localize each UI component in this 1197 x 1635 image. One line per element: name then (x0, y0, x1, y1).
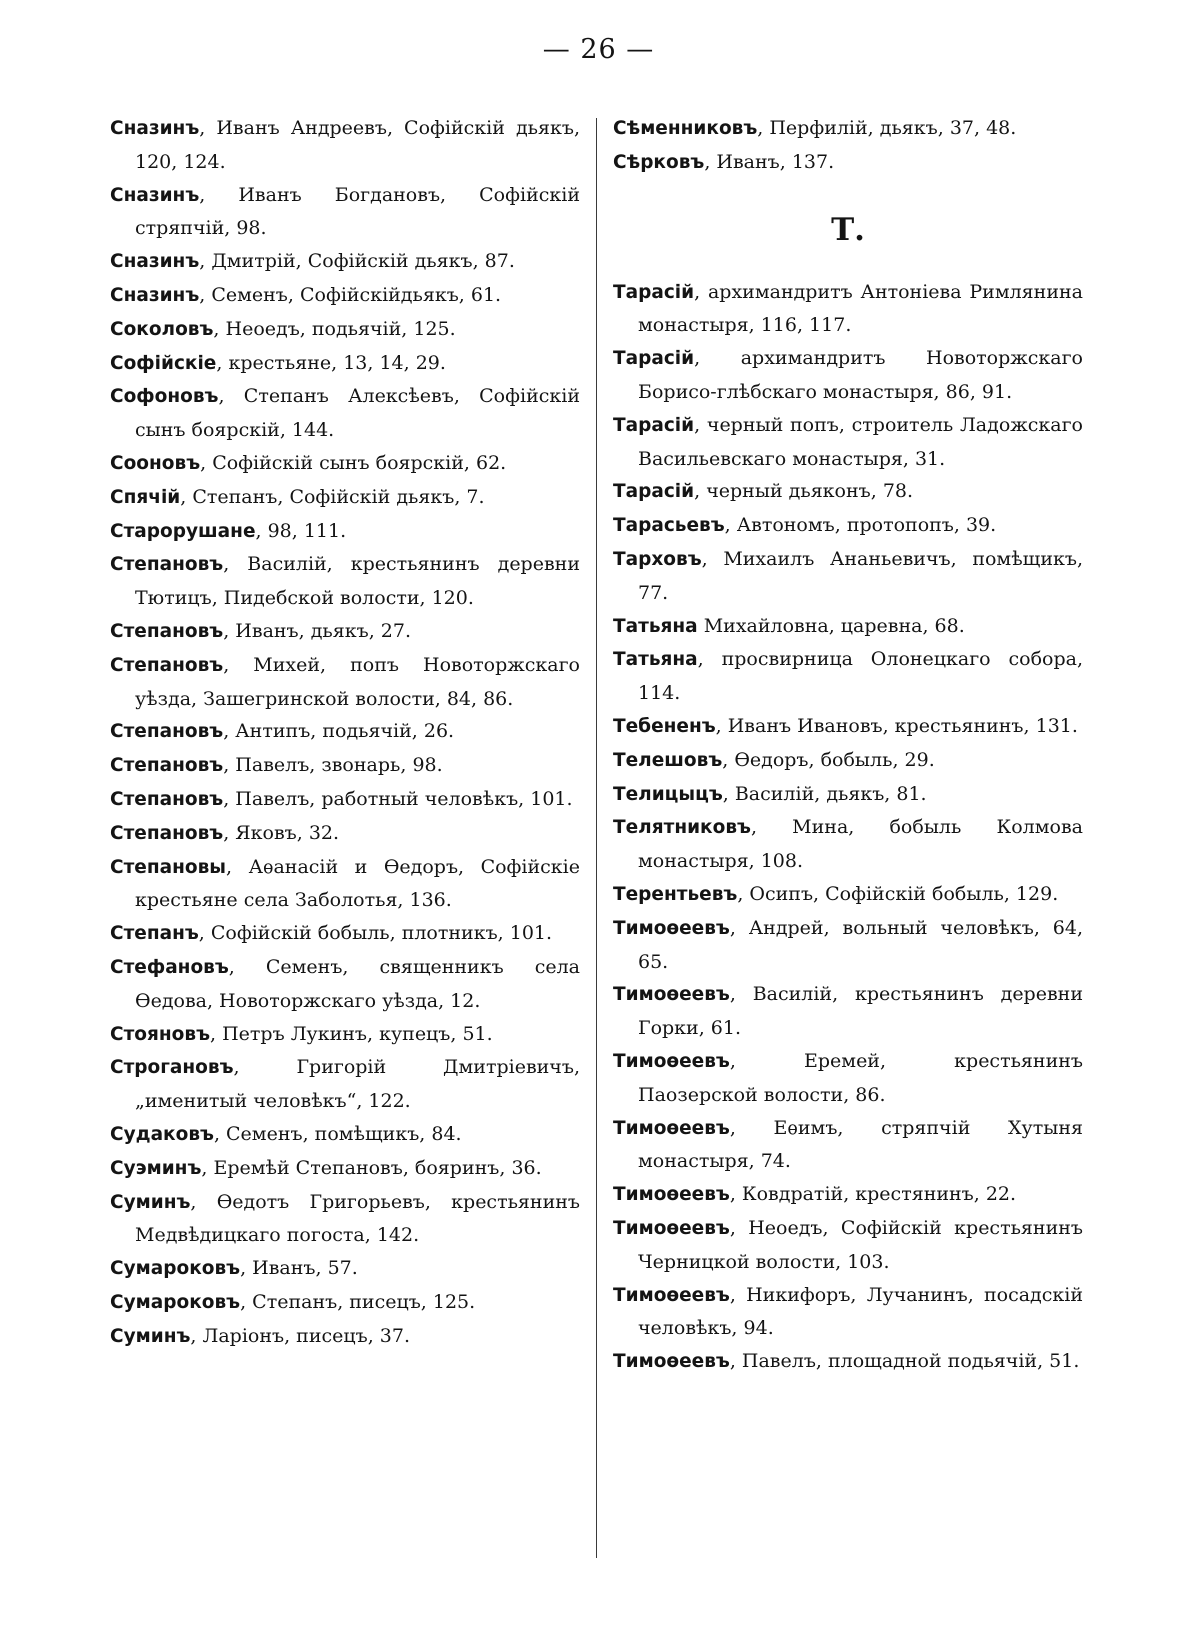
entry-name: Тарасій (613, 281, 695, 303)
right-column-entries (613, 276, 1083, 1379)
entry-text: , Еѳимъ, стряпчій Хутыня монастыря, 74. (638, 1116, 1083, 1173)
index-entry (110, 715, 580, 749)
index-entry (613, 710, 1083, 744)
index-entry (110, 749, 580, 783)
entry-text: , Семенъ, Софійскійдьякъ, 61. (199, 283, 502, 306)
index-entry (613, 978, 1083, 1045)
entry-name: Тимоѳеевъ (613, 1117, 730, 1139)
entry-name: Тарасій (613, 348, 695, 370)
entry-text: , Иванъ, 137. (704, 150, 835, 173)
entry-text: , Неоедъ, подьячій, 125. (213, 317, 456, 340)
index-entry (110, 1186, 580, 1253)
index-entry (613, 1112, 1083, 1179)
index-entry (613, 475, 1083, 509)
entry-name: Степанъ (110, 923, 199, 945)
index-entry (613, 1345, 1083, 1379)
entry-name: Телятниковъ (613, 817, 751, 839)
entry-text: , Иванъ, дьякъ, 27. (223, 619, 412, 642)
entry-name: Спячій (110, 486, 181, 508)
entry-text: , Антипъ, подьячій, 26. (223, 720, 455, 743)
entry-name: Степановъ (110, 788, 224, 810)
entry-text: , Григорій Дмитріевичъ, „именитый человѣкъ“, 122. (135, 1056, 580, 1113)
entry-name: Тимоѳеевъ (613, 917, 730, 939)
index-entry (110, 1051, 580, 1118)
page-number: — 26 — (542, 34, 655, 65)
entry-text: , Автономъ, протопопъ, 39. (724, 514, 997, 537)
index-entry (613, 912, 1083, 979)
entry-name: Софоновъ (110, 386, 219, 408)
entry-name: Тимоѳеевъ (613, 984, 730, 1006)
entry-text: , Еремей, крестьянинъ Паозерской волости, 86. (638, 1049, 1083, 1106)
index-entry (613, 409, 1083, 476)
entry-text: , Ѳедотъ Григорьевъ, крестьянинъ Медвѣдицкаго погоста, 142. (135, 1190, 580, 1247)
entry-text: , Перфилій, дьякъ, 37, 48. (757, 117, 1017, 139)
entry-text: , Иванъ Андреевъ, Софійскій дьякъ, 120, 124. (135, 117, 580, 173)
entry-name: Стефановъ (110, 956, 229, 978)
entry-name: Старорушане (110, 520, 256, 542)
entry-name: Сооновъ (110, 452, 201, 474)
entry-name: Телешовъ (613, 749, 723, 771)
entry-text: , Аѳанасій и Ѳедоръ, Софійскіе крестьяне села Заболотья, 136. (135, 855, 580, 912)
index-entry (613, 643, 1083, 710)
index-entry (110, 1018, 580, 1052)
entry-text: , Еремѣй Степановъ, бояринъ, 36. (201, 1156, 542, 1179)
index-entry (110, 179, 580, 246)
entry-name: Тимоѳеевъ (613, 1217, 730, 1239)
entry-name: Сѣрковъ (613, 151, 705, 173)
index-entry (110, 1320, 580, 1354)
entry-name: Стояновъ (110, 1023, 210, 1045)
entry-text: , Василій, дьякъ, 81. (722, 782, 927, 805)
entry-name: Тимоѳеевъ (613, 1284, 730, 1306)
entry-text: , черный попъ, строитель Ладожскаго Васильевскаго монастыря, 31. (638, 413, 1083, 470)
index-entry (613, 610, 1083, 644)
entry-text: , Никифоръ, Лучанинъ, посадскій человѣкъ, 94. (638, 1283, 1083, 1340)
entry-name: Степановъ (110, 822, 224, 844)
index-entry (110, 615, 580, 649)
entry-name: Судаковъ (110, 1123, 214, 1145)
entry-name: Тимоѳеевъ (613, 1351, 730, 1373)
right-column-top (613, 112, 1083, 180)
entry-name: Степановъ (110, 654, 224, 676)
index-entry (110, 783, 580, 817)
entry-name: Тебененъ (613, 715, 716, 737)
index-entry (110, 1118, 580, 1152)
column-divider (596, 118, 597, 1558)
entry-text: , Степанъ Алексѣевъ, Софійскій сынъ боярскій, 144. (135, 385, 580, 442)
index-entry (110, 817, 580, 851)
entry-text: , Яковъ, 32. (223, 821, 340, 844)
index-entry (613, 811, 1083, 878)
entry-name: Тимоѳеевъ (613, 1050, 730, 1072)
entry-name: Суминъ (110, 1191, 191, 1213)
entry-text: , Семенъ, помѣщикъ, 84. (213, 1122, 462, 1145)
entry-name: Сумароковъ (110, 1291, 241, 1313)
entry-name: Соколовъ (110, 318, 214, 340)
index-entry (110, 649, 580, 716)
entry-name: Татьяна (613, 649, 698, 671)
entry-text: , Степанъ, писецъ, 125. (240, 1290, 476, 1313)
entry-name: Сназинъ (110, 251, 200, 273)
index-entry (613, 878, 1083, 912)
entry-text: , Дмитрій, Софійскій дьякъ, 87. (199, 250, 515, 273)
entry-name: Степановъ (110, 620, 224, 642)
right-column (613, 112, 1083, 1379)
index-entry (613, 1279, 1083, 1346)
index-entry (613, 1045, 1083, 1112)
left-column (110, 112, 580, 1353)
entry-name: Сѣменниковъ (613, 118, 758, 139)
entry-name: Строгановъ (110, 1057, 234, 1079)
letter-heading: Т. (831, 211, 865, 248)
entry-text: , архимандритъ Новоторжскаго Борисо-глѣбскаго монастыря, 86, 91. (638, 347, 1083, 403)
entry-text: , крестьяне, 13, 14, 29. (216, 351, 446, 374)
entry-text: , Василій, крестьянинъ деревни Тютицъ, Пидебской волости, 120. (135, 553, 580, 610)
index-entry (110, 279, 580, 313)
entry-name: Телицыцъ (613, 783, 723, 805)
index-entry (110, 447, 580, 481)
entry-text: , Ковдратій, крестянинъ, 22. (729, 1183, 1017, 1206)
entry-name: Тарховъ (613, 548, 702, 570)
index-entry (613, 146, 1083, 180)
entry-text: , Софійскій сынъ боярскій, 62. (200, 451, 507, 474)
index-entry (110, 347, 580, 381)
index-entry (110, 380, 580, 447)
entry-name: Суэминъ (110, 1157, 202, 1179)
entry-text: , Ларіонъ, писецъ, 37. (190, 1324, 410, 1347)
index-entry (110, 245, 580, 279)
entry-name: Степановъ (110, 721, 224, 743)
entry-text: , Павелъ, площадной подьячій, 51. (729, 1350, 1080, 1373)
entry-name: Тарасьевъ (613, 515, 725, 537)
index-entry (110, 951, 580, 1018)
entry-name: Тарасій (613, 481, 695, 503)
entry-name: Софійскіе (110, 352, 217, 374)
entry-text: , Петръ Лукинъ, купецъ, 51. (210, 1022, 493, 1045)
entry-text: , Софійскій бобыль, плотникъ, 101. (198, 922, 553, 945)
index-entry (110, 112, 580, 179)
entry-text: , 98, 111. (255, 519, 347, 542)
index-entry (613, 1178, 1083, 1212)
entry-text: , Степанъ, Софійскій дьякъ, 7. (180, 485, 485, 508)
entry-text: , Ѳедоръ, бобыль, 29. (722, 748, 935, 771)
entry-text: , Иванъ Богдановъ, Софійскій стряпчій, 98. (135, 183, 580, 240)
entry-text: , Михей, попъ Новоторжскаго уѣзда, Зашегринской волости, 84, 86. (135, 653, 580, 710)
entry-name: Сназинъ (110, 184, 200, 206)
entry-text: , Неоедъ, Софійскій крестьянинъ Черницкой волости, 103. (638, 1216, 1083, 1273)
entry-text: , просвирница Олонецкаго собора, 114. (638, 648, 1083, 705)
index-entry (613, 744, 1083, 778)
index-entry (613, 342, 1083, 409)
entry-text: , Андрей, вольный человѣкъ, 64, 65. (638, 916, 1083, 973)
entry-text: , Иванъ Ивановъ, крестьянинъ, 131. (715, 714, 1078, 737)
index-entry (110, 481, 580, 515)
entry-text: , Михаилъ Ананьевичъ, помѣщикъ, 77. (638, 547, 1083, 604)
index-entry (613, 543, 1083, 610)
entry-name: Сназинъ (110, 284, 200, 306)
entry-text: , архимандритъ Антоніева Римлянина монастыря, 116, 117. (638, 280, 1083, 337)
entry-name: Сумароковъ (110, 1258, 241, 1280)
index-entry (613, 112, 1083, 146)
index-entry (110, 1286, 580, 1320)
entry-name: Тарасій (613, 414, 695, 436)
entry-name: Терентьевъ (613, 883, 738, 905)
entry-name: Татьяна (613, 615, 698, 637)
entry-name: Степановъ (110, 554, 224, 576)
index-entry (110, 313, 580, 347)
entry-name: Степановъ (110, 755, 224, 777)
index-entry (110, 851, 580, 918)
entry-text: , Василій, крестьянинъ деревни Горки, 61. (638, 983, 1083, 1040)
index-entry (613, 276, 1083, 343)
entry-text: , Павелъ, звонарь, 98. (223, 754, 443, 777)
entry-text: , Осипъ, Софійскій бобыль, 129. (737, 882, 1059, 905)
index-entry (613, 1212, 1083, 1279)
entry-text: Михайловна, царевна, 68. (697, 614, 965, 637)
entry-text: , Семенъ, священникъ села Ѳедова, Новоторжскаго уѣзда, 12. (135, 955, 580, 1012)
index-entry (613, 778, 1083, 812)
entry-name: Сназинъ (110, 118, 200, 139)
index-entry (110, 548, 580, 615)
entry-name: Суминъ (110, 1325, 191, 1347)
index-entry (110, 1152, 580, 1186)
entry-text: , черный дьяконъ, 78. (694, 480, 914, 503)
index-entry (613, 509, 1083, 543)
entry-name: Тимоѳеевъ (613, 1184, 730, 1206)
entry-text: , Иванъ, 57. (240, 1257, 358, 1280)
entry-text: , Мина, бобыль Колмова монастыря, 108. (638, 816, 1083, 873)
index-entry (110, 515, 580, 549)
index-entry (110, 1252, 580, 1286)
entry-text: , Павелъ, работный человѣкъ, 101. (223, 787, 573, 810)
entry-name: Степановы (110, 856, 227, 878)
index-entry (110, 917, 580, 951)
